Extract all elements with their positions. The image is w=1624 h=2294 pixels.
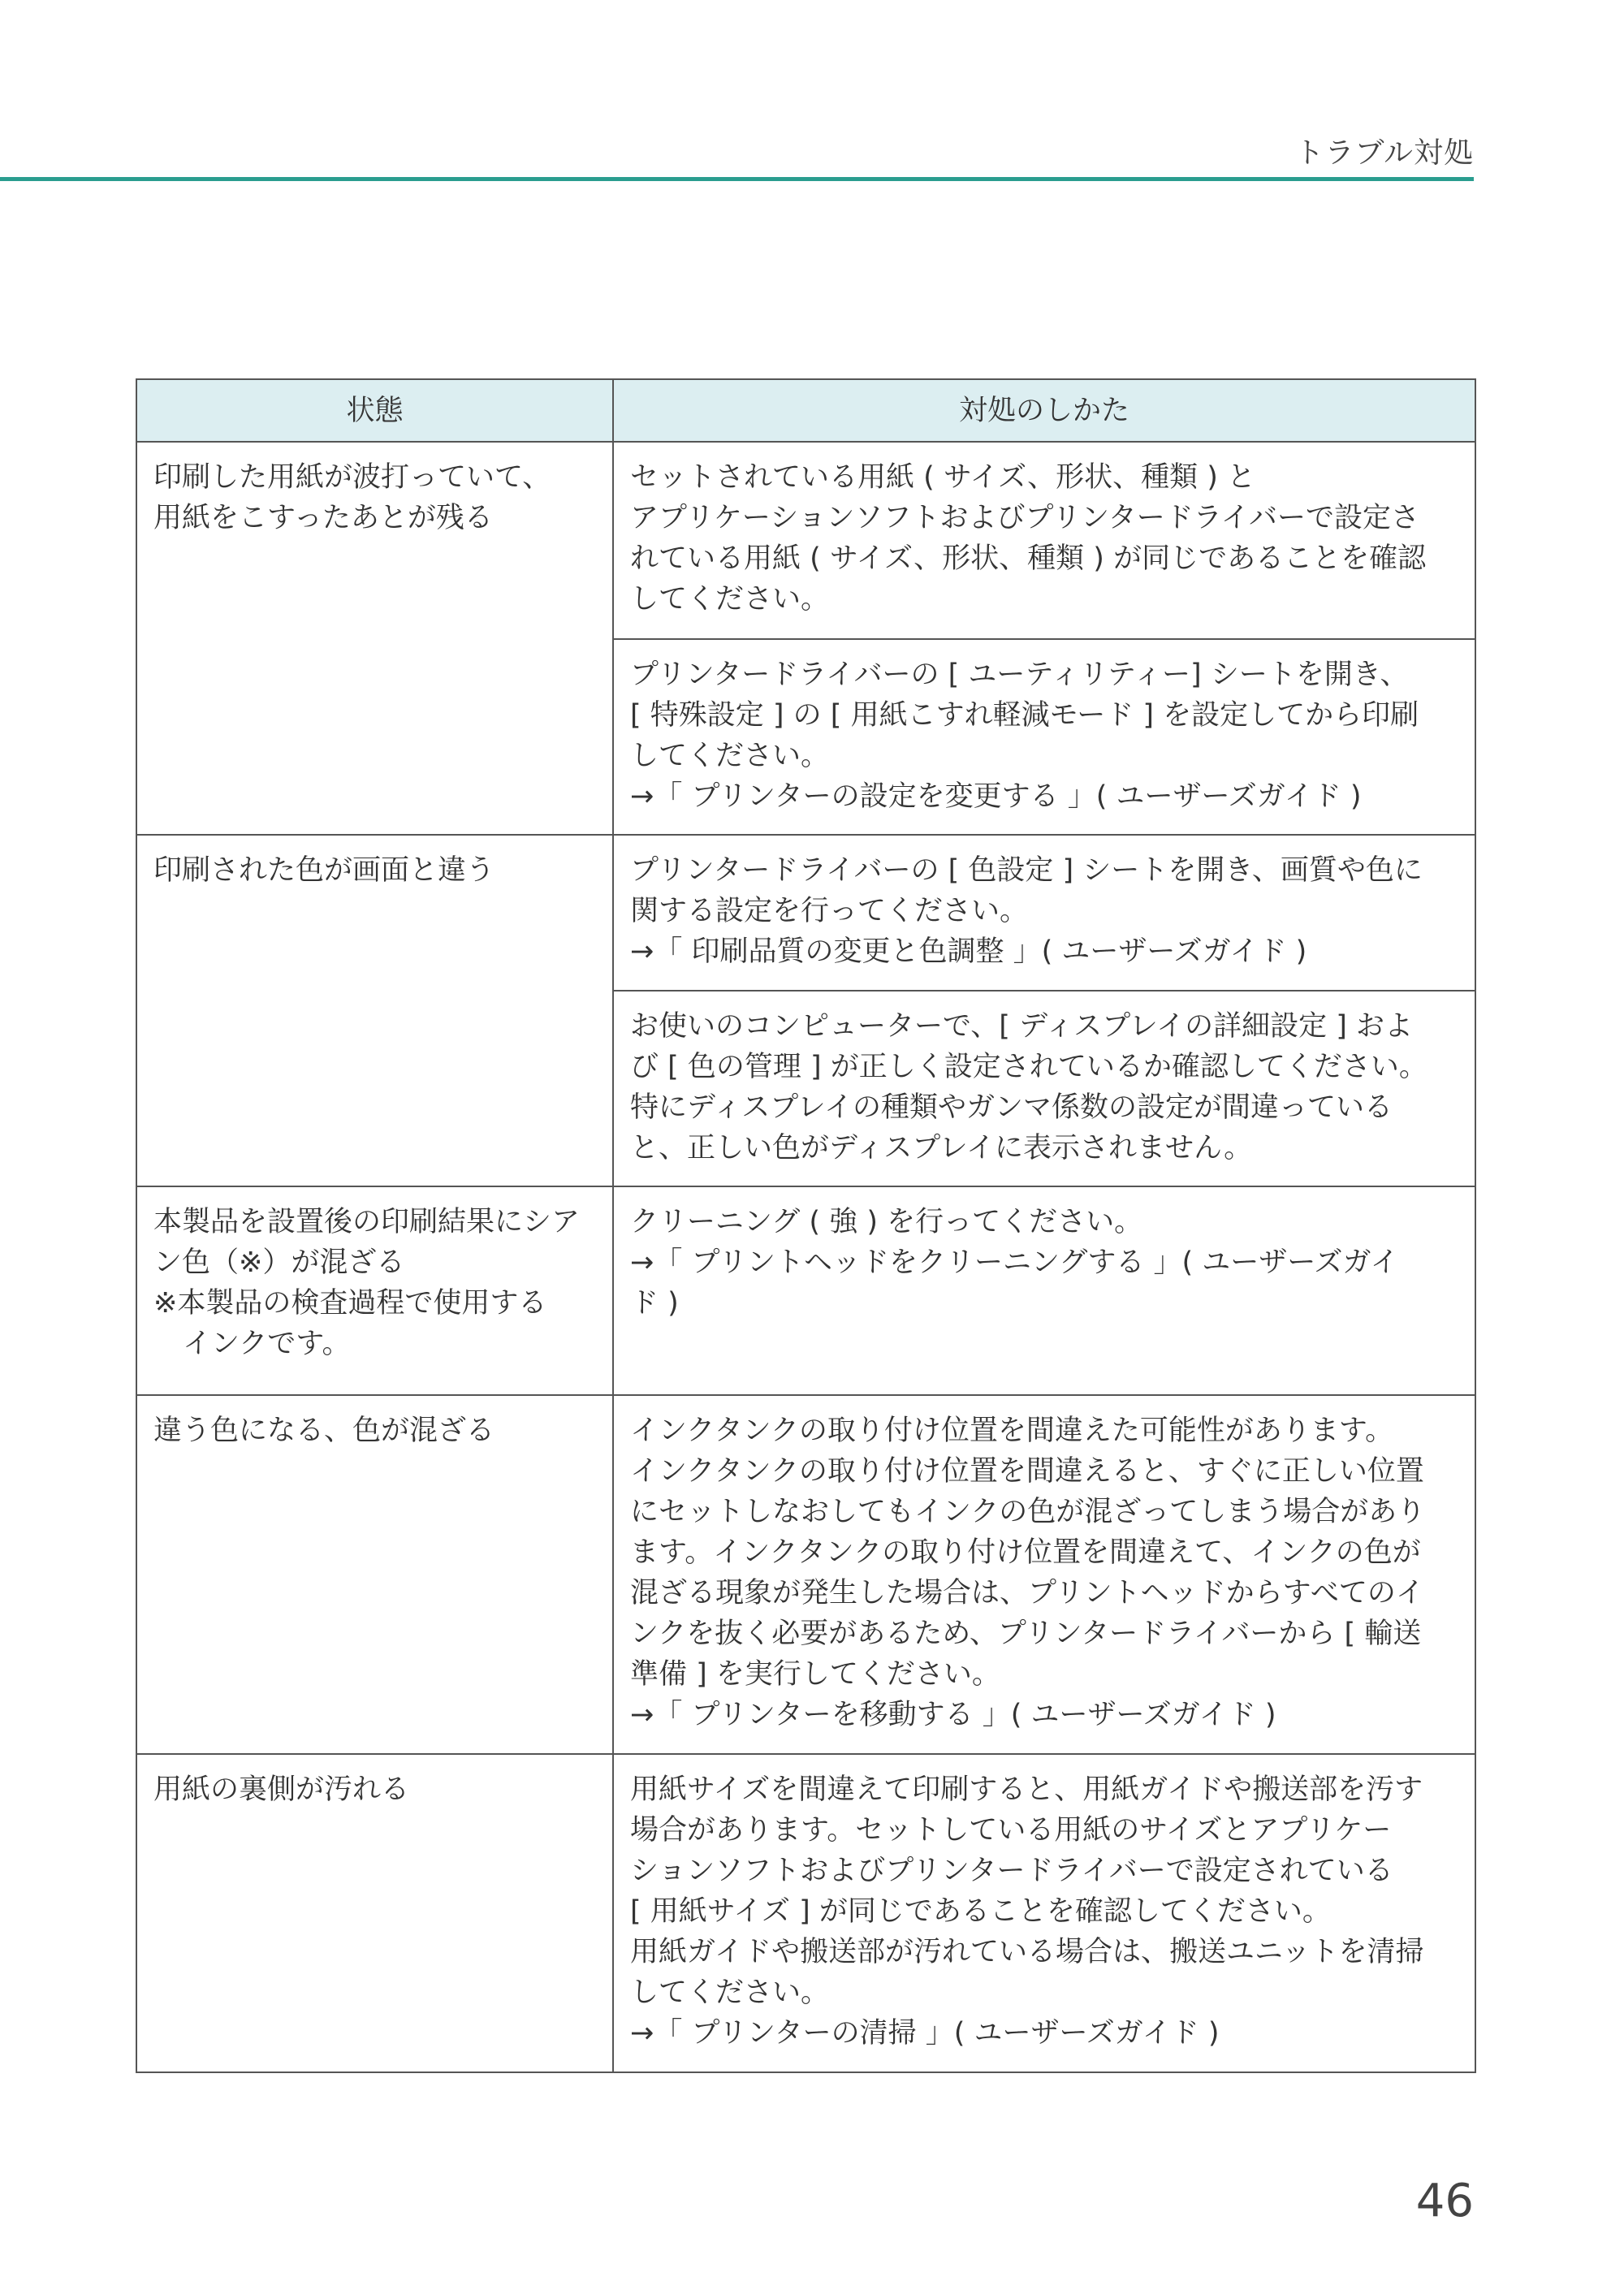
remedy-text: ションソフトおよびプリンタードライバーで設定されている: [630, 1855, 1393, 1887]
remedy-text: インクタンクの取り付け位置を間違えた可能性があります。: [630, 1415, 1394, 1447]
remedy-cell: [613, 639, 1475, 835]
remedy-text: 関する設定を行ってください。: [630, 895, 1029, 927]
state-text: ン色（※）が混ざる: [153, 1246, 405, 1279]
remedy-cell: [613, 1186, 1475, 1395]
remedy-text: [ 用紙サイズ ] が同じであることを確認してください。: [630, 1895, 1331, 1928]
remedy-text: れている用紙 ( サイズ、形状、種類 ) が同じであることを確認: [630, 542, 1427, 575]
state-note: インクです。: [183, 1328, 351, 1360]
remedy-cell: [613, 835, 1475, 991]
remedy-cell: [613, 991, 1475, 1186]
remedy-text: してください。: [630, 740, 830, 772]
state-text: 本製品を設置後の印刷結果にシア: [153, 1206, 581, 1238]
remedy-text: してください。: [630, 1976, 830, 2009]
remedy-text: 特にディスプレイの種類やガンマ係数の設定が間違っている: [630, 1091, 1393, 1124]
state-cell: [136, 1395, 613, 1754]
column-header-remedy: 対処のしかた: [613, 379, 1475, 442]
column-header-state: 状態: [136, 379, 613, 442]
table-row: [136, 1395, 1475, 1754]
page-number: 46: [1415, 2175, 1474, 2227]
remedy-text: してください。: [630, 583, 830, 616]
state-cell: [136, 442, 613, 835]
state-text: 印刷された色が画面と違う: [153, 854, 495, 887]
remedy-text: 場合があります。セットしている用紙のサイズとアプリケー: [630, 1814, 1392, 1847]
state-text: 用紙の裏側が汚れる: [153, 1773, 410, 1806]
table-row: [136, 835, 1475, 991]
remedy-text: 混ざる現象が発生した場合は、プリントヘッドからすべてのイ: [630, 1577, 1424, 1609]
remedy-text: にセットしなおしてもインクの色が混ざってしまう場合があり: [630, 1496, 1426, 1528]
remedy-text: [ 特殊設定 ] の [ 用紙こすれ軽減モード ] を設定してから印刷: [630, 699, 1419, 732]
remedy-text: クリーニング ( 強 ) を行ってください。: [630, 1206, 1143, 1238]
state-text: 用紙をこすったあとが残る: [153, 502, 493, 534]
header-divider: [0, 177, 1474, 181]
remedy-text: プリンタードライバーの [ 色設定 ] シートを開き、画質や色に: [630, 854, 1423, 887]
troubleshooting-table: [136, 378, 1476, 2073]
remedy-text: 用紙サイズを間違えて印刷すると、用紙ガイドや搬送部を汚す: [630, 1773, 1423, 1806]
remedy-text: ます。インクタンクの取り付け位置を間違えて、インクの色が: [630, 1536, 1421, 1569]
remedy-cell: [613, 1754, 1475, 2072]
remedy-link-text: ド ): [630, 1287, 679, 1320]
table-row: [136, 1754, 1475, 2072]
state-text: 違う色になる、色が混ざる: [153, 1415, 495, 1447]
remedy-text: セットされている用紙 ( サイズ、形状、種類 ) と: [630, 461, 1256, 494]
remedy-text: 準備 ] を実行してください。: [630, 1658, 1000, 1691]
remedy-cell: [613, 1395, 1475, 1754]
remedy-link-text: →「 プリンターを移動する 」( ユーザーズガイド ): [630, 1699, 1276, 1731]
remedy-cell: [613, 442, 1475, 639]
remedy-text: アプリケーションソフトおよびプリンタードライバーで設定さ: [630, 502, 1419, 534]
table-row: [136, 442, 1475, 639]
remedy-link-text: →「 プリンターの清掃 」( ユーザーズガイド ): [630, 2017, 1220, 2050]
remedy-text: と、正しい色がディスプレイに表示されません。: [630, 1132, 1253, 1164]
remedy-text: インクタンクの取り付け位置を間違えると、すぐに正しい位置: [630, 1455, 1424, 1488]
remedy-text: 用紙ガイドや搬送部が汚れている場合は、搬送ユニットを清掃: [630, 1936, 1424, 1968]
section-title: トラブル対処: [1294, 136, 1474, 170]
remedy-link-text: →「 印刷品質の変更と色調整 」( ユーザーズガイド ): [630, 935, 1307, 968]
state-cell: [136, 835, 613, 1186]
remedy-text: ンクを抜く必要があるため、プリンタードライバーから [ 輸送: [630, 1618, 1422, 1650]
remedy-text: び [ 色の管理 ] が正しく設定されているか確認してください。: [630, 1051, 1427, 1083]
remedy-link-text: →「 プリンターの設定を変更する 」( ユーザーズガイド ): [630, 780, 1362, 813]
state-text: 印刷した用紙が波打っていて、: [153, 461, 551, 494]
state-cell: [136, 1186, 613, 1395]
remedy-text: プリンタードライバーの [ ユーティリティー] シートを開き、: [630, 659, 1409, 691]
table-row: [136, 1186, 1475, 1395]
remedy-link-text: →「 プリントヘッドをクリーニングする 」( ユーザーズガイ: [630, 1246, 1399, 1279]
remedy-text: お使いのコンピューターで、[ ディスプレイの詳細設定 ] およ: [630, 1010, 1414, 1043]
state-note: ※本製品の検査過程で使用する: [153, 1287, 547, 1320]
state-cell: [136, 1754, 613, 2072]
table-header-row: [136, 379, 1475, 442]
